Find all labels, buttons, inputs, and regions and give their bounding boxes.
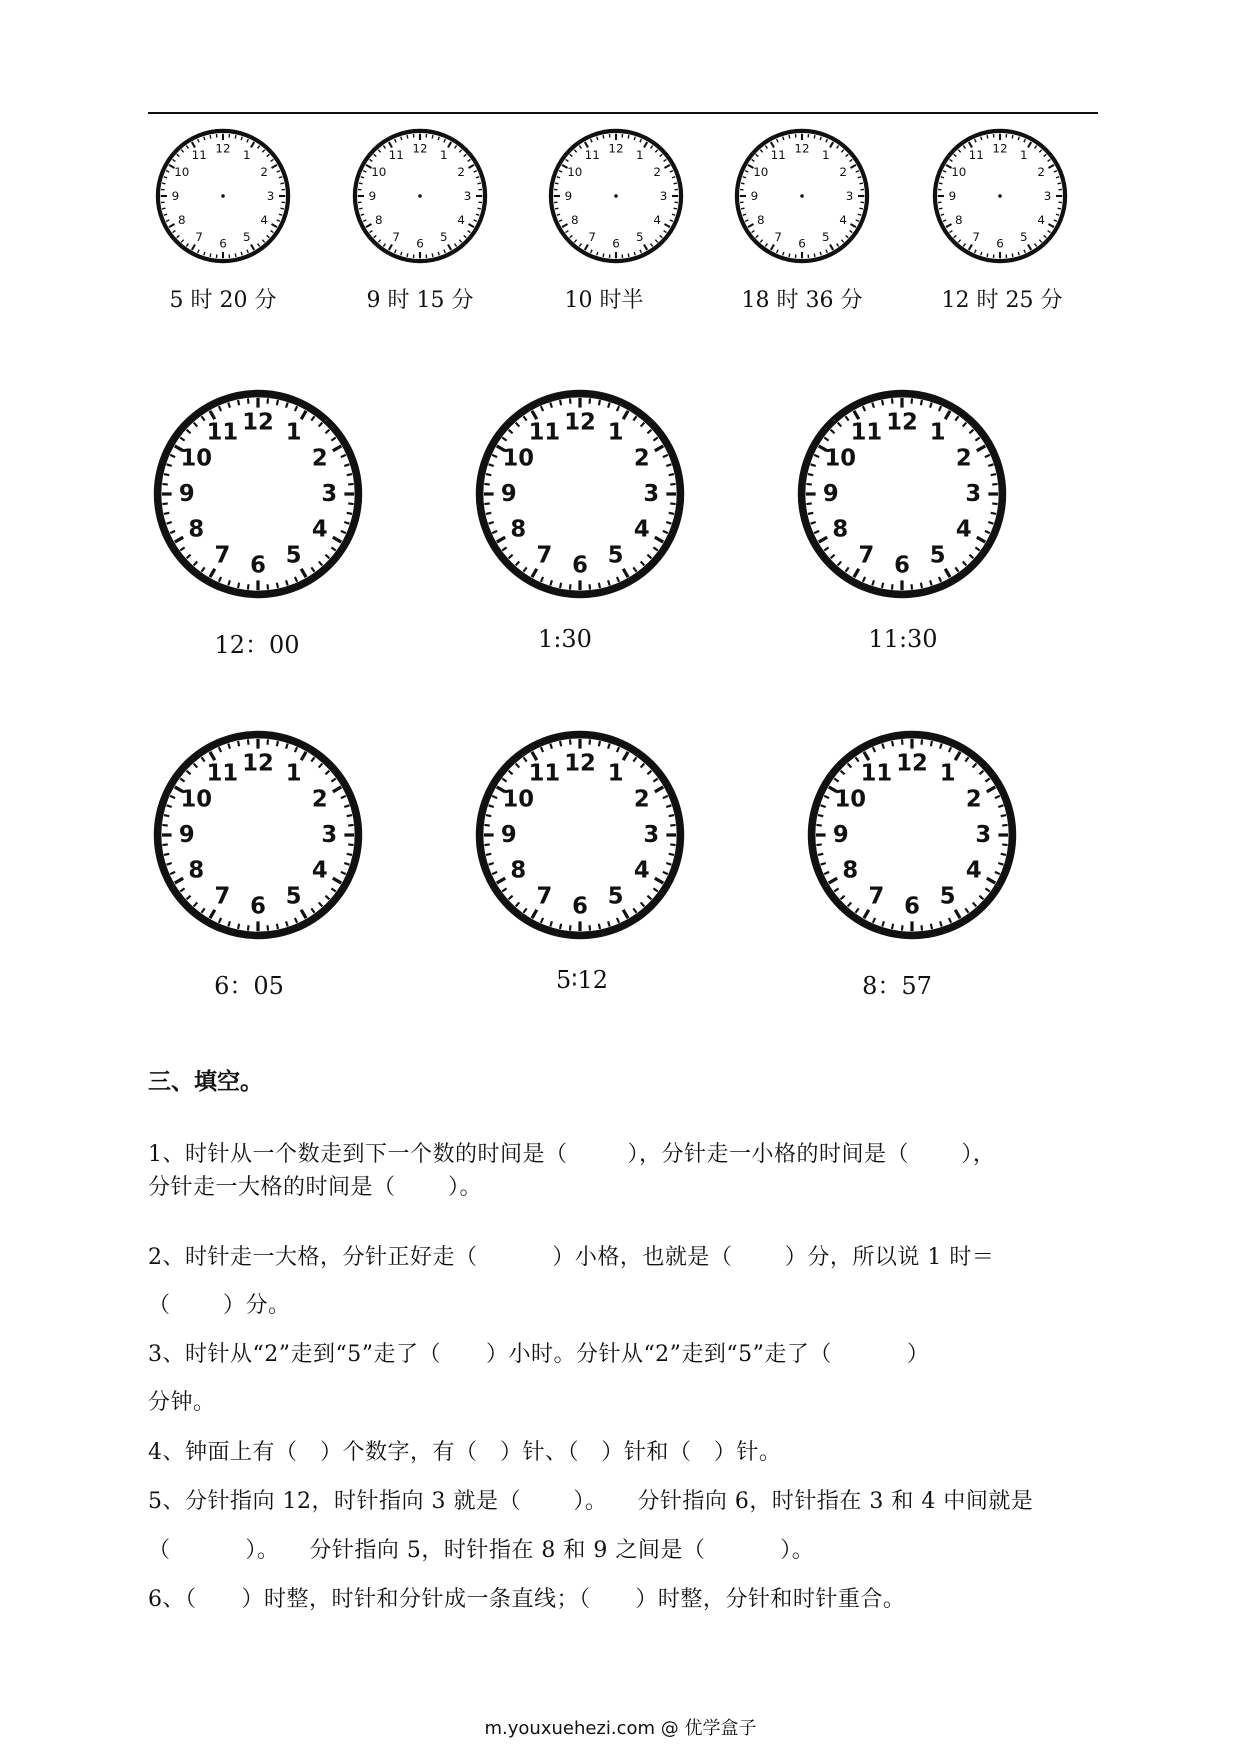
clock-numeral: 5 [1020,230,1028,245]
clock-numeral: 11 [584,147,600,162]
clock-center-dot [800,194,804,198]
footer-source: m.youxuehezi.com @ 优学盒子 [484,1718,757,1739]
clock-numeral: 3 [1043,189,1052,203]
question-5-line-2: （ ）。 分针指向 5，时针指在 8 和 9 之间是（ ）。 [148,1538,815,1563]
clock-numeral: 4 [955,516,972,543]
clock-numeral: 1 [929,419,946,446]
clock-numeral: 1 [636,147,644,162]
clock-numeral: 3 [321,822,338,848]
clock-numeral: 4 [260,212,269,227]
clock-numeral: 8 [510,516,527,543]
clock-numeral: 8 [188,516,205,543]
clock-numeral: 1 [285,760,302,787]
clock-numeral: 7 [536,883,553,910]
clock-numeral: 3 [965,481,982,507]
clock-numeral: 10 [502,786,535,813]
clock-face [153,126,293,266]
clock-numeral: 4 [633,516,650,543]
clock-numeral: 9 [368,189,377,203]
clock-numeral: 3 [643,822,660,848]
clock-numeral: 7 [195,230,203,245]
question-1-line-2: 分针走一大格的时间是（ ）。 [148,1175,482,1200]
clock-numeral: 5 [929,542,946,569]
clock-numeral: 12 [564,409,596,436]
clock-numeral: 11 [850,419,883,446]
question-6-line-1: 6、（ ）时整，时针和分针成一条直线；（ ）时整，分针和时针重合。 [148,1587,906,1612]
clock-numeral: 11 [206,760,239,787]
clock-numeral: 11 [968,147,984,162]
clock-numeral: 5 [607,883,624,910]
clock-face [794,386,1010,602]
clock-numeral: 7 [214,542,231,569]
clock-time-label: 5∶12 [555,966,609,994]
clock-numeral: 8 [832,516,849,543]
clock-numeral: 9 [564,189,573,203]
clock-numeral: 6 [798,236,806,251]
clock-numeral: 5 [440,230,448,245]
clock-numeral: 6 [416,236,424,251]
clock-face [930,126,1070,266]
clock-center-dot [221,194,225,198]
clock-numeral: 12 [242,750,274,777]
clock-numeral: 12 [242,409,274,436]
clock-numeral: 10 [174,165,190,180]
clock-face [150,727,366,943]
clock-face [150,386,366,602]
question-3-line-1: 3、时针从“2”走到“5”走了（ ）小时。分针从“2”走到“5”走了（ ） [148,1342,930,1367]
clock-numeral: 12 [992,141,1008,156]
clock-numeral: 6 [894,552,910,579]
clock-numeral: 7 [868,883,885,910]
clock-time-label: 18 时 36 分 [741,288,863,313]
clock-time-label: 9 时 15 分 [366,288,474,313]
clock-numeral: 3 [643,481,660,507]
clock-numeral: 2 [1037,165,1046,180]
clock-face [472,386,688,602]
clock-numeral: 12 [794,141,810,156]
clock-numeral: 10 [371,165,387,180]
clock-numeral: 3 [463,189,472,203]
clock-numeral: 2 [965,786,982,813]
clock-numeral: 10 [567,165,583,180]
clock-numeral: 1 [285,419,302,446]
clock-numeral: 9 [832,822,849,848]
clock-numeral: 1 [607,760,624,787]
clock-numeral: 4 [839,212,848,227]
clock-numeral: 9 [500,481,517,507]
clock-numeral: 1 [822,147,830,162]
clock-numeral: 11 [388,147,404,162]
clock-numeral: 6 [572,893,588,920]
clock-numeral: 2 [839,165,848,180]
clock-face [804,727,1020,943]
question-1-line-1: 1、时针从一个数走到下一个数的时间是（ ），分针走一小格的时间是（ ）， [148,1142,996,1167]
clock-numeral: 3 [659,189,668,203]
clock-numeral: 4 [311,857,328,884]
clock-numeral: 5 [939,883,956,910]
clock-numeral: 6 [572,552,588,579]
clock-numeral: 8 [374,212,383,227]
clock-numeral: 7 [392,230,400,245]
clock-numeral: 6 [219,236,227,251]
clock-numeral: 8 [188,857,205,884]
clock-numeral: 5 [285,883,302,910]
clock-numeral: 1 [440,147,448,162]
clock-numeral: 8 [510,857,527,884]
clock-numeral: 4 [1037,212,1046,227]
clock-numeral: 6 [996,236,1004,251]
question-3-line-2: 分钟。 [148,1390,216,1415]
clock-numeral: 4 [633,857,650,884]
clock-numeral: 3 [321,481,338,507]
clock-numeral: 7 [858,542,875,569]
clock-numeral: 10 [834,786,867,813]
clock-numeral: 12 [564,750,596,777]
clock-numeral: 12 [886,409,918,436]
clock-numeral: 2 [633,786,650,813]
clock-numeral: 7 [774,230,782,245]
clock-numeral: 3 [975,822,992,848]
clock-numeral: 10 [502,445,535,472]
clock-numeral: 4 [311,516,328,543]
question-5-line-1: 5、分针指向 12，时针指向 3 就是（ ）。 分针指向 6，时针指在 3 和 4 中间就是 [148,1489,1034,1514]
clock-numeral: 9 [822,481,839,507]
clock-numeral: 2 [633,445,650,472]
clock-numeral: 4 [457,212,466,227]
section-heading: 三、填空。 [148,1069,263,1095]
clock-numeral: 2 [653,165,662,180]
clock-numeral: 5 [636,230,644,245]
clock-time-label: 10 时半 [564,288,644,313]
clock-numeral: 12 [896,750,928,777]
clock-center-dot [614,194,618,198]
clock-numeral: 3 [266,189,275,203]
clock-time-label: 5 时 20 分 [169,288,277,313]
clock-numeral: 7 [588,230,596,245]
clock-numeral: 10 [180,445,213,472]
top-divider-line [148,112,1098,114]
clock-numeral: 7 [972,230,980,245]
clock-numeral: 2 [311,786,328,813]
clock-numeral: 6 [904,893,920,920]
clock-numeral: 2 [955,445,972,472]
clock-numeral: 1 [939,760,956,787]
clock-time-label: 1:30 [538,625,592,653]
clock-numeral: 1 [243,147,251,162]
question-2-line-2: （ ）分。 [148,1293,291,1318]
clock-numeral: 2 [311,445,328,472]
clock-numeral: 7 [536,542,553,569]
clock-center-dot [998,194,1002,198]
clock-numeral: 8 [177,212,186,227]
clock-numeral: 10 [180,786,213,813]
clock-face [350,126,490,266]
clock-numeral: 8 [570,212,579,227]
clock-numeral: 12 [412,141,428,156]
clock-time-label: 6：05 [214,972,284,1000]
clock-numeral: 11 [770,147,786,162]
clock-numeral: 9 [171,189,180,203]
clock-numeral: 12 [215,141,231,156]
clock-numeral: 8 [842,857,859,884]
clock-numeral: 5 [285,542,302,569]
clock-time-label: 12：00 [214,631,300,659]
clock-time-label: 11:30 [868,625,938,653]
clock-numeral: 5 [822,230,830,245]
clock-time-label: 8：57 [862,972,932,1000]
clock-numeral: 6 [250,552,266,579]
clock-numeral: 10 [753,165,769,180]
clock-numeral: 3 [845,189,854,203]
clock-numeral: 8 [756,212,765,227]
clock-time-label: 12 时 25 分 [941,288,1063,313]
clock-face [472,727,688,943]
clock-numeral: 9 [948,189,957,203]
clock-numeral: 10 [951,165,967,180]
clock-numeral: 11 [528,760,561,787]
clock-numeral: 9 [178,481,195,507]
clock-numeral: 9 [500,822,517,848]
clock-numeral: 4 [965,857,982,884]
clock-face [546,126,686,266]
clock-numeral: 6 [612,236,620,251]
question-4-line-1: 4、钟面上有（ ）个数字，有（ ）针、（ ）针和（ ）针。 [148,1440,782,1465]
clock-numeral: 7 [214,883,231,910]
clock-numeral: 9 [178,822,195,848]
question-2-line-1: 2、时针走一大格，分针正好走（ ）小格，也就是（ ）分，所以说 1 时＝ [148,1245,995,1270]
clock-numeral: 1 [607,419,624,446]
clock-numeral: 5 [243,230,251,245]
clock-numeral: 1 [1020,147,1028,162]
clock-numeral: 2 [457,165,466,180]
clock-numeral: 11 [191,147,207,162]
clock-numeral: 11 [860,760,893,787]
clock-numeral: 12 [608,141,624,156]
clock-numeral: 4 [653,212,662,227]
clock-numeral: 6 [250,893,266,920]
clock-numeral: 5 [607,542,624,569]
clock-face [732,126,872,266]
clock-numeral: 11 [528,419,561,446]
clock-center-dot [418,194,422,198]
clock-numeral: 2 [260,165,269,180]
clock-numeral: 9 [750,189,759,203]
clock-numeral: 10 [824,445,857,472]
clock-numeral: 11 [206,419,239,446]
clock-numeral: 8 [954,212,963,227]
